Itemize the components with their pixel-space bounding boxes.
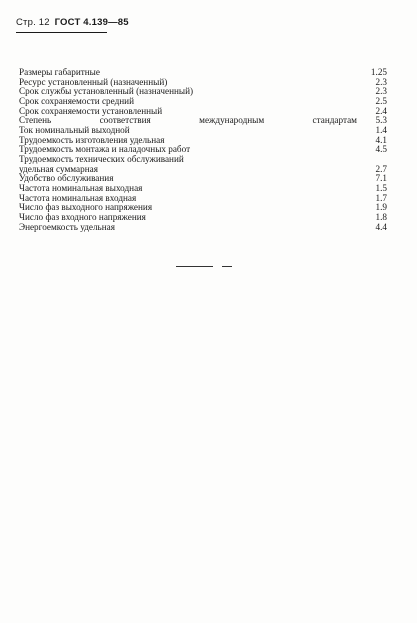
header-rule — [16, 32, 107, 33]
entry-label-word: соответствия — [99, 115, 151, 126]
entry-label: Частота номинальная выходная — [19, 182, 143, 193]
entry-value: 2.5 — [375, 95, 387, 106]
entry-value: 1.4 — [375, 124, 387, 135]
end-mark-dash — [176, 266, 213, 267]
entry-label: Трудоемкость изготовления удельная — [19, 134, 165, 145]
entry-label: Трудоемкость технических обслуживаний — [19, 153, 184, 164]
end-mark-dash — [222, 266, 232, 267]
entry-value: 2.4 — [375, 105, 387, 116]
entry-label-word: стандартам — [312, 115, 357, 126]
entry-label: Срок сохраняемости установленный — [19, 105, 163, 116]
entry-label: Число фаз входного напряжения — [19, 211, 146, 222]
entry-label: Срок сохраняемости средний — [19, 95, 135, 106]
entry-value: 1.5 — [375, 182, 387, 193]
page-number: Стр. 12 — [16, 17, 50, 28]
entry-label: Число фаз выходного напряжения — [19, 202, 153, 213]
entry-label-continuation: удельная суммарная — [19, 163, 98, 174]
entry-label: Размеры габаритные — [19, 67, 100, 77]
entry-label: Энергоемкость удельная — [19, 221, 115, 232]
entry-label: Частота номинальная входная — [19, 192, 137, 203]
entry-value: 4.1 — [375, 134, 387, 145]
entry-label: Ток номинальный выходной — [19, 124, 130, 135]
entry-label: Удобство обслуживания — [19, 173, 114, 184]
index-entry — [19, 223, 387, 233]
entry-value: 2.3 — [375, 76, 387, 87]
entry-label-word: международным — [199, 115, 265, 126]
entry-value: 1.7 — [375, 192, 387, 203]
index-entry — [19, 155, 387, 174]
entry-label: Ресурс установленный (назначенный) — [19, 76, 168, 87]
entry-label-word: Степень — [19, 115, 52, 126]
end-of-text-mark — [176, 266, 233, 269]
entry-value: 4.4 — [375, 221, 387, 232]
entry-value: 7.1 — [375, 173, 387, 184]
entry-value: 1.9 — [375, 202, 387, 213]
entry-value: 4.5 — [375, 144, 387, 155]
index-list — [19, 68, 387, 232]
entry-value: 1.25 — [370, 67, 387, 77]
entry-value: 1.8 — [375, 211, 387, 222]
entry-value: 5.3 — [375, 115, 387, 126]
entry-label: Трудоемкость монтажа и наладочных работ — [19, 144, 191, 155]
entry-label: Срок службы установленный (назначенный) — [19, 86, 194, 97]
standard-designation: ГОСТ 4.139—85 — [54, 17, 129, 28]
entry-value: 2.3 — [375, 86, 387, 97]
page-header — [16, 17, 129, 28]
entry-value: 2.7 — [375, 163, 387, 174]
